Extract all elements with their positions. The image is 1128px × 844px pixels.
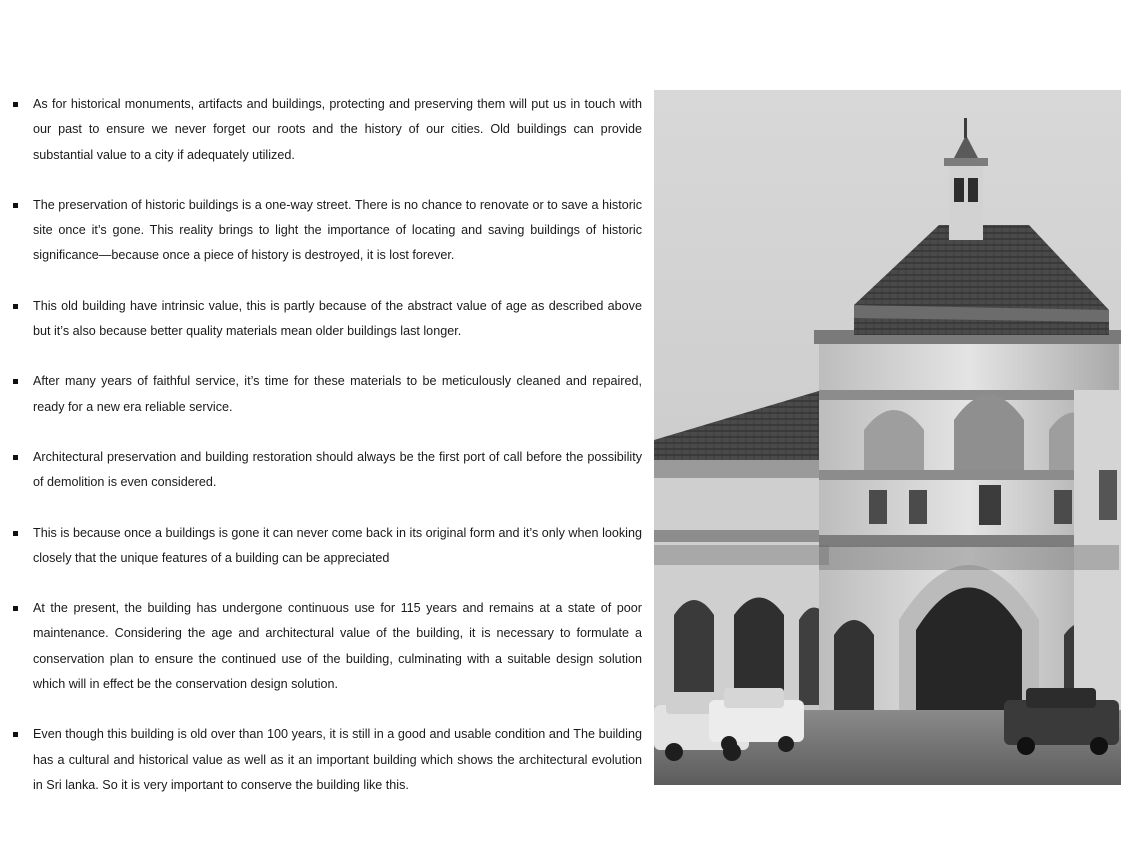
window [979, 485, 1001, 525]
bullet-text: Architectural preservation and building restoration should always be the first port of call before the possibility of demolition is even considered. [33, 449, 642, 490]
window [909, 490, 927, 524]
bullet-item [12, 596, 642, 697]
bullet-list [12, 92, 642, 823]
historic-building-photo [654, 90, 1121, 785]
bullet-item [12, 92, 642, 168]
bullet-item [12, 294, 642, 345]
bullet-text: After many years of faithful service, it’s time for these materials to be meticulously cleaned and repaired, ready for a new era reliable service. [33, 374, 642, 414]
square-bullet-icon [13, 606, 18, 611]
bullet-item [12, 445, 642, 496]
building-illustration [654, 90, 1121, 785]
left-arch [674, 600, 714, 705]
square-bullet-icon [13, 304, 18, 309]
bullet-text: This is because once a buildings is gone it can never come back in its original form and it’s only when looking closely that the unique features of a building can be appreciated [33, 525, 642, 565]
bullet-item [12, 722, 642, 798]
bullet-item [12, 193, 642, 269]
window [1054, 490, 1072, 524]
bullet-text: As for historical monuments, artifacts and buildings, protecting and preserving them will put us in touch with our past to ensure we never forget our roots and the history of our cities. Old buildings can provide substantial value to a city if adequately utilized. [33, 97, 642, 162]
bullet-item [12, 369, 642, 420]
square-bullet-icon [13, 102, 18, 107]
square-bullet-icon [13, 455, 18, 460]
square-bullet-icon [13, 203, 18, 208]
bullet-text: The preservation of historic buildings is a one-way street. There is no chance to renovate or to save a historic site once it’s gone. This reality brings to light the importance of locating and saving buildings of historic significance—because once a piece of history is destroyed, it is lost forever. [33, 197, 642, 263]
side-arch [834, 620, 874, 715]
square-bullet-icon [13, 379, 18, 384]
bullet-text: This old building have intrinsic value, this is partly because of the abstract value of age as described above but it’s also because better quality materials mean older buildings last longer. [33, 298, 642, 339]
bullet-text: Even though this building is old over than 100 years, it is still in a good and usable condition and The building has a cultural and historical value as well as it an important building which shows the architectural evolution in Sri lanka. So it is very important to conserve the building like this. [33, 727, 642, 792]
window [869, 490, 887, 524]
bullet-item [12, 521, 642, 572]
square-bullet-icon [13, 531, 18, 536]
bullet-text: At the present, the building has undergone continuous use for 115 years and remains at a state of poor maintenance. Considering the age and architectural value of the building, it is necessary to formulate a conservation plan to ensure the continued use of the building, culminating with a suitable design solution which will in effect be the conservation design solution. [33, 601, 642, 692]
square-bullet-icon [13, 732, 18, 737]
